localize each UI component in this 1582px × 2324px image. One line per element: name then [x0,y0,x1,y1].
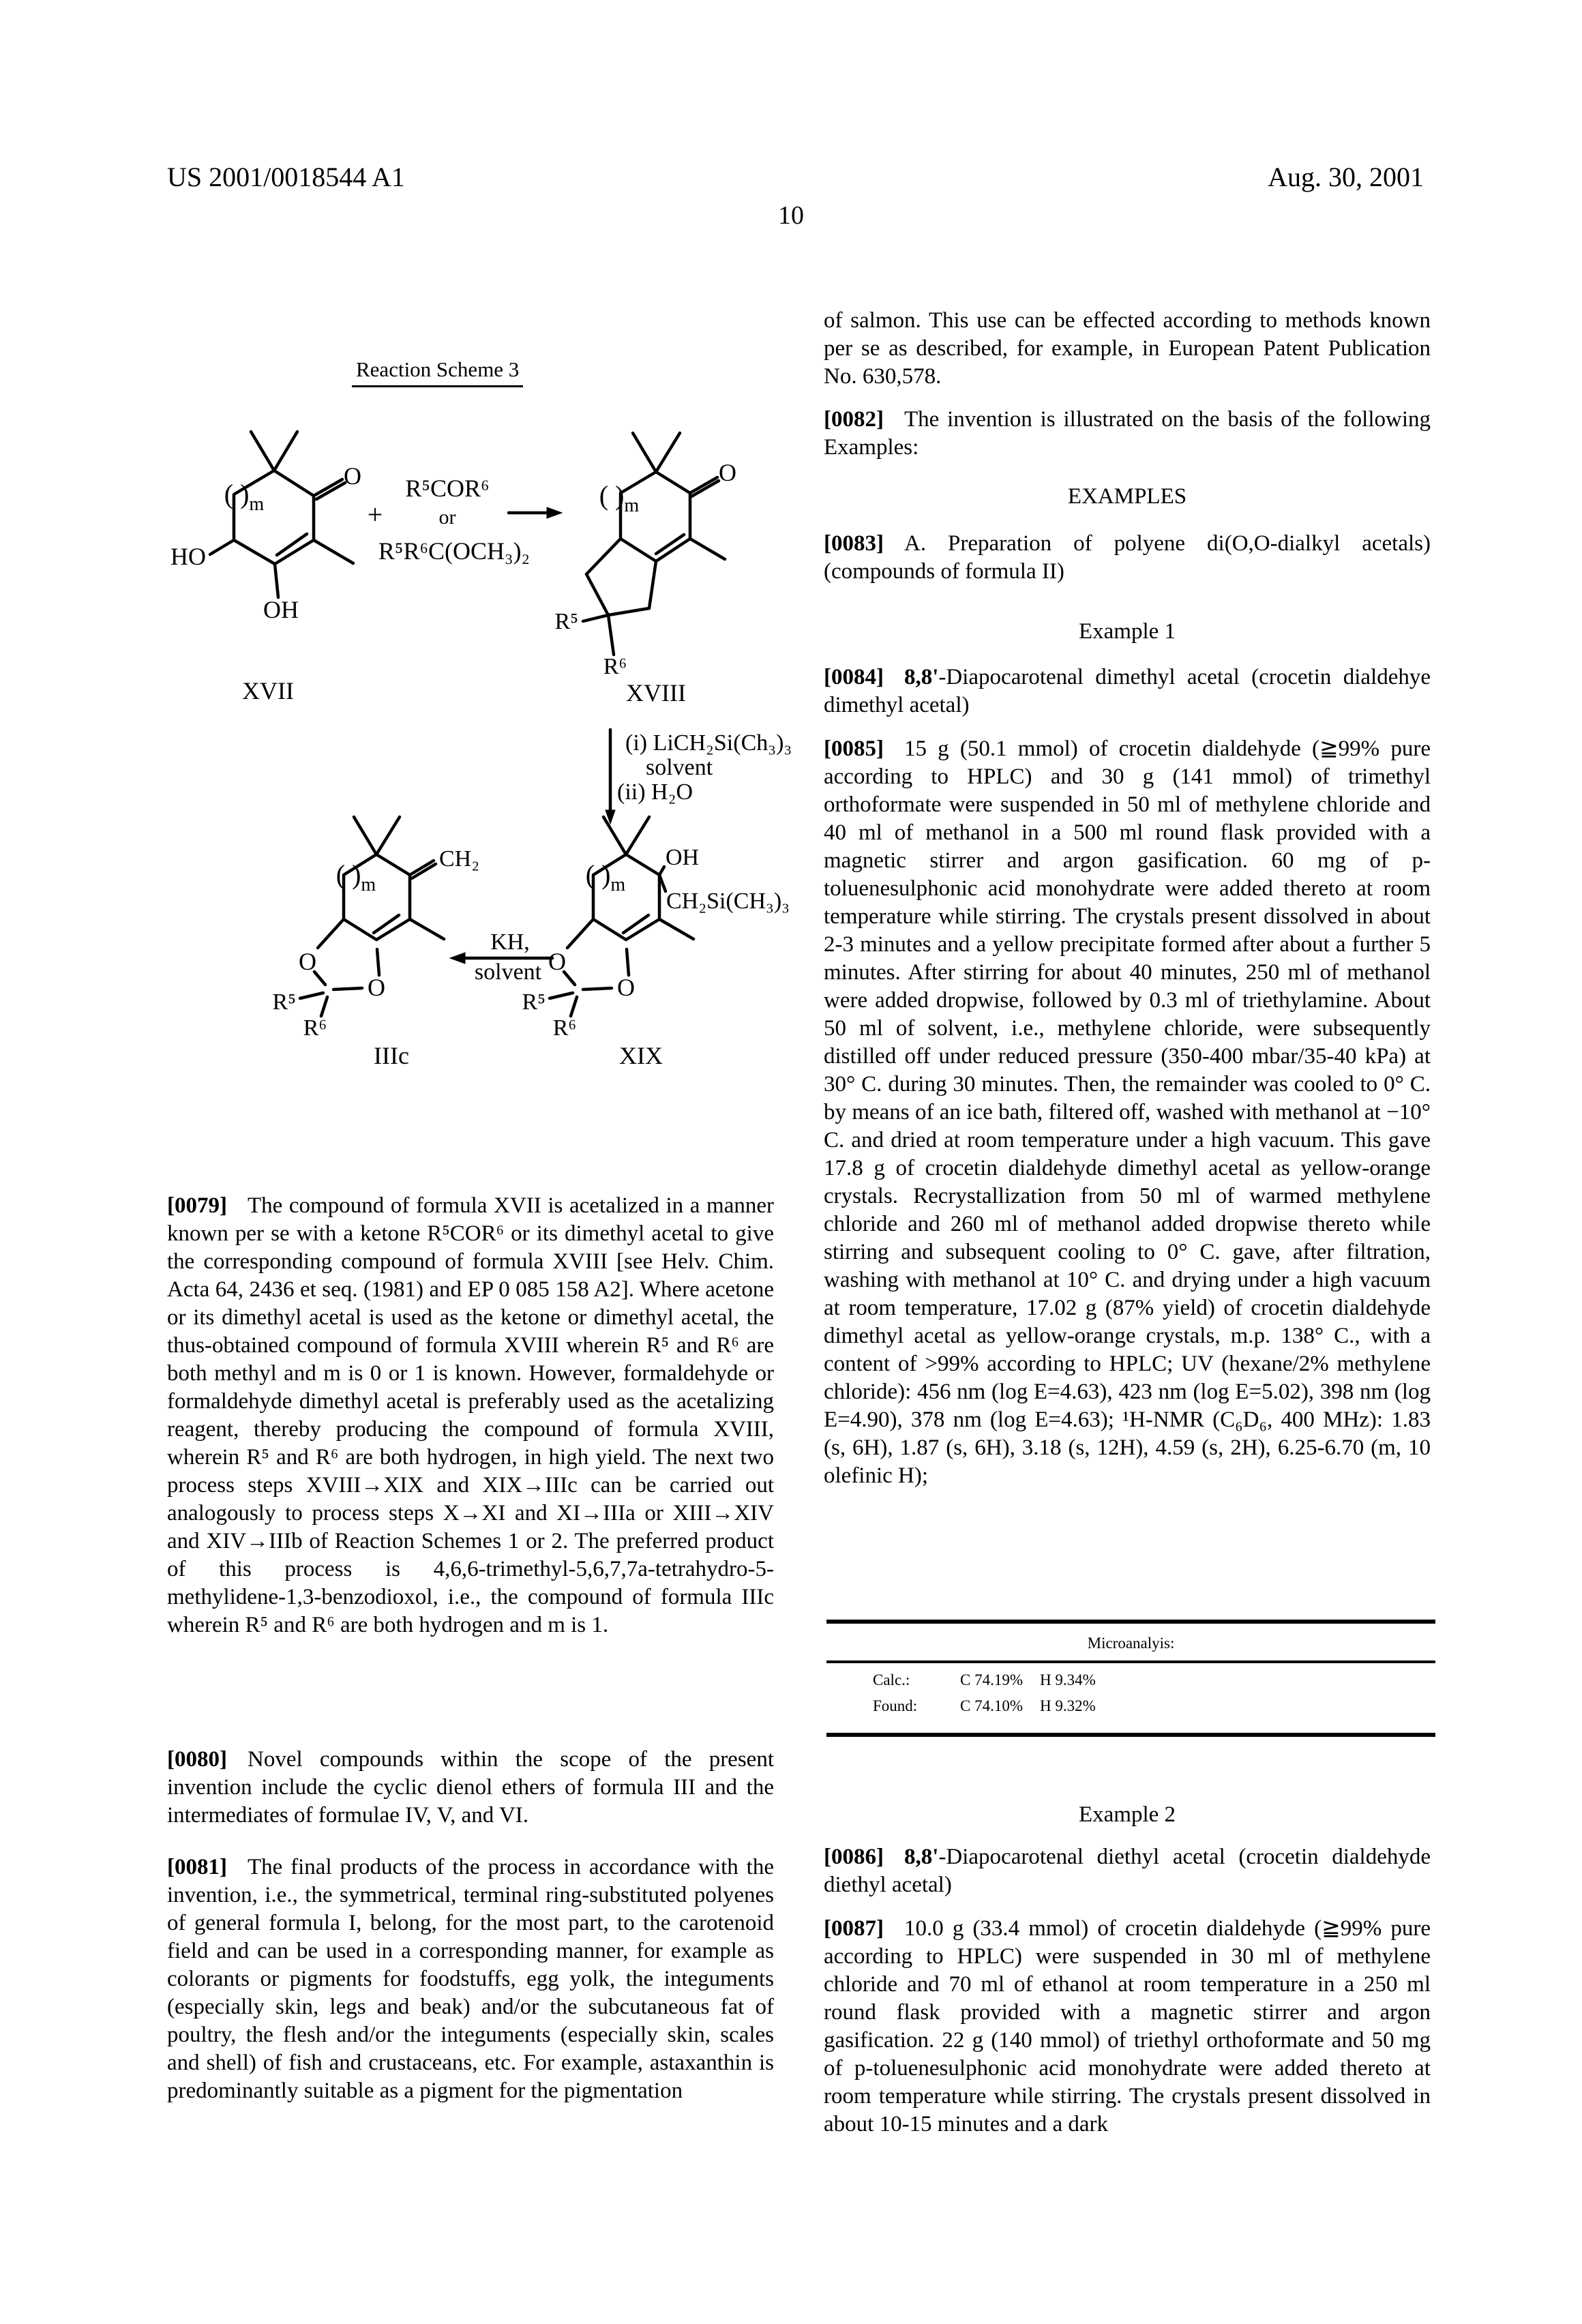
methylene-label: CH₂ [439,846,480,872]
paragraph-tag: [0079] [167,1193,227,1218]
paragraph-tag: [0084] [824,665,884,689]
hydroxy-label: OH [263,596,299,623]
paragraph-text: 15 g (50.1 mmol) of crocetin dialdehyde (≧99% pure according to HPLC) and 30 g (141 mmol) of trimethyl orthoformate were suspended in 50 ml of methylene chloride and 40 ml of methanol in a 500 ml round flask provided with a magnetic stirrer and argon gasification. 60 mg of p-toluenesulphonic acid monohydrate were added thereto at room temperature while stirring. The crystals present dissolved in about 2-3 minutes and a yellow precipitate formed after about a further 5 minutes. After stirring for about 40 minutes, 250 ml of methanol were added dropwise, followed by 0.3 ml of triethylamine. About 50 ml of solvent, i.e., methylene chloride, were subsequently distilled off under reduced pressure (350-400 mbar/35-40 kPa) at 30° C. during 30 minutes. Then, the remainder was cooled to 0° C. by means of an ice bath, filtered off, washed with methanol at −10° C. and dried at room temperature under a high vacuum. This gave 17.8 g of crocetin dialdehyde dimethyl acetal as yellow-orange crystals. Recrystallization from 50 ml of warmed methylene chloride and 260 ml of methanol added dropwise thereto while stirring and subsequent cooling to 0° C. gave, after filtration, washing with methanol at 10° C. and drying under a high vacuum at room temperature, 17.02 g (87% yield) of crocetin dialdehyde dimethyl acetal as yellow-orange crystals, m.p. 138° C., with a content of >99% according to HPLC; UV (hexane/2% methylene chloride): 456 nm (log E=4.63), 423 nm (log E=5.02), 398 nm (log E=4.90), 378 nm (log E=4.63); ¹H-NMR (C₆D₆, 400 MHz): 1.83 (s, 6H), 1.87 (s, 6H), 3.18 (s, 12H), 4.59 (s, 2H), 6.25-6.70 (m, 10 olefinic H); [824,736,1431,1488]
reagent-or: or [438,506,456,528]
paragraph-tag: [0087] [824,1916,884,1941]
hydrogen-value: H 9.32% [1040,1697,1096,1714]
table-title: Microanalyis: [826,1624,1435,1663]
hydroxy-label: HO [170,543,206,570]
oxygen-label: O [368,974,385,1001]
paragraph-text: -Diapocarotenal dimethyl acetal (crocetin dialdehye dimethyl acetal) [824,665,1431,717]
condition-solvent: solvent [646,755,713,780]
oxygen-label: O [299,948,316,975]
header-date: Aug. 30, 2001 [1268,162,1424,192]
example1-heading: Example 1 [1078,619,1176,644]
paragraph-0084 [824,664,1431,719]
carbon-value: C 74.19% [960,1671,1023,1688]
row-label: Calc.: [873,1671,910,1688]
structure-iiic [272,817,479,1069]
r5-label: R⁵ [554,609,578,634]
reagent-acetal: R⁵R⁶C(OCH₃)₂ [378,537,531,565]
compound-label-xix: XIX [619,1042,663,1069]
r6-label: R⁶ [552,1015,577,1041]
example2-heading: Example 2 [1078,1802,1176,1827]
paragraph-tag: [0083] [824,531,884,556]
paragraph-tag: [0080] [167,1747,227,1772]
paragraph-tag: [0082] [824,407,884,432]
paragraph-0085 [824,735,1431,1490]
paragraph-0087 [824,1915,1431,2139]
paragraph-tag: [0086] [824,1845,884,1869]
ring-size-label: ( )$_m$ [585,859,626,895]
paragraph-text: The invention is illustrated on the basis of the following Examples: [824,407,1431,460]
paragraph-0080 [167,1746,774,1830]
compound-label-xvii: XVII [242,677,294,704]
paragraph-tag: [0085] [824,736,884,761]
hydroxy-label: OH [666,845,700,870]
hydrogen-value: H 9.34% [1040,1671,1096,1688]
paragraph-intro-continuation [824,307,1431,391]
compound-label-iiic: IIIc [374,1042,409,1069]
paragraph-0082 [824,406,1431,462]
reaction-arrow-right [509,507,562,518]
paragraph-text: The compound of formula XVII is acetalized in a manner known per se with a ketone R⁵COR⁶ or its dimethyl acetal to give the corresponding compound of formula XVIII [see Helv. Chim. Acta 64, 2436 et seq. (1981) and EP 0 085 158 A2]. Where acetone or its dimethyl acetal is used as the ketone or dimethyl acetal, the thus-obtained compound of formula XVIII wherein R⁵ and R⁶ are both methyl and m is 0 or 1 is known. However, formaldehyde or formaldehyde dimethyl acetal is preferably used as the acetalizing reagent, thereby producing the compound of formula XVIII, wherein R⁵ and R⁶ are both hydrogen, in high yield. The next two process steps XVIII→XIX and XIX→IIIc can be carried out analogously to process steps X→XI and XI→IIIa or XIII→XIV and XIV→IIIb of Reaction Schemes 1 or 2. The preferred product of this process is 4,6,6-trimethyl-5,6,7,7a-tetrahydro-5-methylidene-1,3-benzodioxol, i.e., the compound of formula IIIc wherein R⁵ and R⁶ are both hydrogen and m is 1. [167,1193,774,1637]
paragraph-text: of salmon. This use can be effected according to methods known per se as described, for example, in European Patent Publication No. 630,578. [824,308,1431,389]
paragraph-0079 [167,1192,774,1639]
condition-kh: KH, [490,929,530,955]
r6-label: R⁶ [303,1015,327,1041]
microanalysis-table [826,1620,1435,1737]
reagents [378,475,530,565]
examples-heading: EXAMPLES [1067,484,1187,509]
r5-label: R⁵ [272,989,296,1015]
paragraph-text: 10.0 g (33.4 mmol) of crocetin dialdehyde (≧99% pure according to HPLC) were suspended in 30 ml of methylene chloride and 70 ml of ethanol at room temperature in a 250 ml round flask provided with a magnetic stirrer and argon gasification. 22 g (140 mmol) of triethyl orthoformate and 50 mg of p-toluenesulphonic acid monohydrate were added thereto at room temperature while stirring. The crystals present dissolved in about 10-15 minutes and a dark [824,1916,1431,2136]
compound-name-lead: 8,8' [904,1845,939,1869]
carbon-value: C 74.10% [960,1697,1023,1714]
paragraph-text: The final products of the process in accordance with the invention, i.e., the symmetrical, terminal ring-substituted polyenes of general formula I, belong, for the most part, to the carotenoid field and can be used in a corresponding manner, for example as colorants or pigments for foodstuffs, egg yolk, the integuments (especially skin, legs and beak) and/or the subcutaneous fat of poultry, the flesh and/or the integuments (especially skin, scales and shell) of fish and crustaceans, etc. For example, astaxanthin is predominantly suitable as a pigment for the pigmentation [167,1855,774,2103]
paragraph-text: Novel compounds within the scope of the present invention include the cyclic dienol ethers of formula III and the intermediates of formulae IV, V, and VI. [167,1747,774,1828]
ring-size-label: ( )$_m$ [599,480,640,516]
oxygen-label: O [344,462,361,490]
paragraph-0083 [824,530,1431,586]
r5-label: R⁵ [522,989,546,1015]
reaction-arrow-left [450,929,552,985]
table-row [826,1697,1435,1723]
silyl-group-label: CH₂Si(CH₃)₃ [666,889,790,914]
compound-name-lead: 8,8' [904,665,939,689]
table-row [826,1671,1435,1697]
paragraph-tag: [0081] [167,1855,227,1879]
structure-xviii [554,433,736,706]
plus-sign: + [367,499,383,530]
condition-solvent: solvent [474,959,542,985]
header-doc-number: US 2001/0018544 A1 [167,162,405,192]
r6-label: R⁶ [603,654,627,679]
table-body [826,1663,1435,1733]
page-number: 10 [778,201,804,230]
oxygen-label: O [617,974,635,1001]
ring-size-label: ( )$_m$ [335,859,376,895]
scheme-title: Reaction Scheme 3 [352,357,523,387]
paragraph-0086 [824,1843,1431,1899]
structure-xix [522,817,790,1069]
reagent-ketone: R⁵COR⁶ [405,475,490,502]
paragraph-0081 [167,1853,774,2105]
structure-xvii [170,432,361,704]
row-label: Found: [873,1697,918,1714]
reaction-arrow-down [606,730,792,824]
oxygen-label: O [719,459,736,486]
oxygen-label: O [548,948,566,975]
condition-step2: (ii) H₂O [617,779,693,805]
condition-step1: (i) LiCH₂Si(Ch₃)₃ [625,730,792,756]
paragraph-text: A. Preparation of polyene di(O,O-dialkyl acetals) (compounds of formula II) [824,531,1431,584]
compound-label-xviii: XVIII [626,679,686,706]
paragraph-text: -Diapocarotenal diethyl acetal (crocetin dialdehyde diethyl acetal) [824,1845,1431,1897]
ring-size-label: ( )$_m$ [224,479,265,515]
reaction-scheme-figure [164,396,818,1077]
